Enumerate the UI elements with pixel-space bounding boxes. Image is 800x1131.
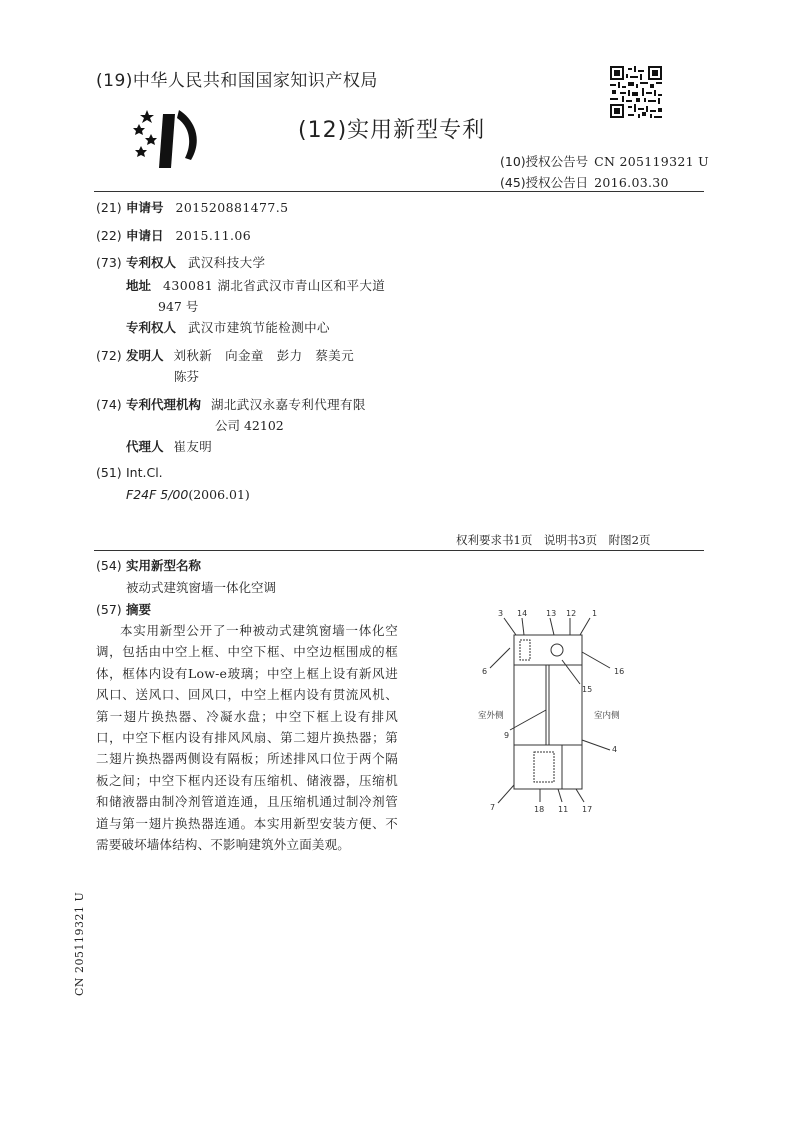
side-publication-number: CN 205119321 U xyxy=(73,891,86,996)
figure-label: 12 xyxy=(566,609,577,618)
field-label: 代理人 xyxy=(126,439,164,454)
field-code: (22) xyxy=(96,228,122,243)
field-value: 崔友明 xyxy=(173,439,213,454)
field-value: 武汉市建筑节能检测中心 xyxy=(188,320,330,335)
office-name: (19)中华人民共和国国家知识产权局 xyxy=(96,71,378,91)
field-title xyxy=(96,556,201,574)
abstract-figure xyxy=(470,600,650,844)
field-label: 摘要 xyxy=(126,602,152,617)
pub-number: CN 205119321 U xyxy=(594,154,709,169)
figure-label: 1 xyxy=(592,609,598,618)
qr-code xyxy=(610,66,662,122)
field-label: Int.Cl. xyxy=(126,465,163,480)
page-counts: 权利要求书1页 说明书3页 附图2页 xyxy=(456,533,651,547)
field-label: 申请号 xyxy=(126,200,164,215)
utility-model-title: 被动式建筑窗墙一体化空调 xyxy=(126,580,277,595)
header-divider xyxy=(94,191,704,192)
cnipa-logo xyxy=(133,106,209,178)
field-address-line2: 947 号 xyxy=(158,299,199,314)
figure-label: 17 xyxy=(582,805,593,814)
pub-number-row xyxy=(500,152,709,170)
field-code: (74) xyxy=(96,397,122,412)
abstract-text: 本实用新型公开了一种被动式建筑窗墙一体化空调，包括由中空上框、中空下框、中空边框围成的框体，框体内设有Low-e玻璃；中空上框上设有新风进风口、送风口、回风口，中空上框内设有贯流风机、第一翅片换热器、冷凝水盘；中空下框上设有排风口，中空下框内设有排风风扇、第二翅片换热器；第二翅片换热器两侧设有隔板；所述排风口位于两个隔板之间；中空下框内还设有压缩机、储液器，压缩机和储液器由制冷剂管道连通，且压缩机通过制冷剂管道与第一翅片换热器连通。本实用新型安装方便、不需要破坏墙体结构、不影响建筑外立面美观。 xyxy=(96,623,398,853)
field-code: (72) xyxy=(96,348,122,363)
pub-date: 2016.03.30 xyxy=(594,175,669,190)
field-address xyxy=(126,276,385,294)
field-value: 刘秋新 向金童 彭力 蔡美元 xyxy=(173,348,355,363)
figure-label: 9 xyxy=(504,731,510,740)
field-inventors xyxy=(96,346,354,364)
field-code: (73) xyxy=(96,255,122,270)
field-abstract xyxy=(96,600,151,618)
figure-label: 18 xyxy=(534,805,545,814)
field-classification xyxy=(126,487,250,502)
field-value: 201520881477.5 xyxy=(175,200,289,215)
patent-type: (12)实用新型专利 xyxy=(298,118,486,143)
figure-label: 11 xyxy=(558,805,569,814)
field-patentee-2 xyxy=(126,318,330,336)
class-year: (2006.01) xyxy=(188,487,250,502)
field-code: (21) xyxy=(96,200,122,215)
figure-label: 7 xyxy=(490,803,496,812)
field-agent xyxy=(126,437,212,455)
field-application-date xyxy=(96,226,251,244)
field-label: 实用新型名称 xyxy=(126,558,202,573)
class-code: F24F 5/00 xyxy=(126,487,189,502)
field-value: 武汉科技大学 xyxy=(188,255,266,270)
field-label: 发明人 xyxy=(126,348,164,363)
field-code: (54) xyxy=(96,558,122,573)
figure-label: 14 xyxy=(517,609,528,618)
pub-date-row xyxy=(500,173,669,191)
figure-label: 13 xyxy=(546,609,557,618)
field-label: 申请日 xyxy=(126,228,164,243)
field-code: (57) xyxy=(96,602,122,617)
field-label: 专利权人 xyxy=(126,255,177,270)
figure-label: 3 xyxy=(498,609,504,618)
figure-label: 16 xyxy=(614,667,625,676)
field-inventors-line2: 陈芬 xyxy=(174,369,200,384)
field-agency-line2: 公司 42102 xyxy=(215,418,284,433)
indoor-side-label: 室内侧 xyxy=(594,711,620,721)
field-application-number xyxy=(96,198,288,216)
field-label: 专利代理机构 xyxy=(126,397,202,412)
figure-label: 4 xyxy=(612,745,618,754)
field-int-cl xyxy=(96,465,163,480)
outdoor-side-label: 室外侧 xyxy=(478,711,504,721)
counts-divider xyxy=(94,550,704,551)
field-value: 430081 湖北省武汉市青山区和平大道 xyxy=(163,278,386,293)
pub-number-label: (10)授权公告号 xyxy=(500,154,589,169)
field-value: 2015.11.06 xyxy=(175,228,252,243)
field-code: (51) xyxy=(96,465,122,480)
field-value: 湖北武汉永嘉专利代理有限 xyxy=(211,397,366,412)
field-patentee-1 xyxy=(96,253,265,271)
figure-label: 6 xyxy=(482,667,488,676)
field-label: 专利权人 xyxy=(126,320,177,335)
field-agency xyxy=(96,395,366,413)
pub-date-label: (45)授权公告日 xyxy=(500,175,589,190)
field-label: 地址 xyxy=(126,278,152,293)
figure-label: 15 xyxy=(582,685,593,694)
